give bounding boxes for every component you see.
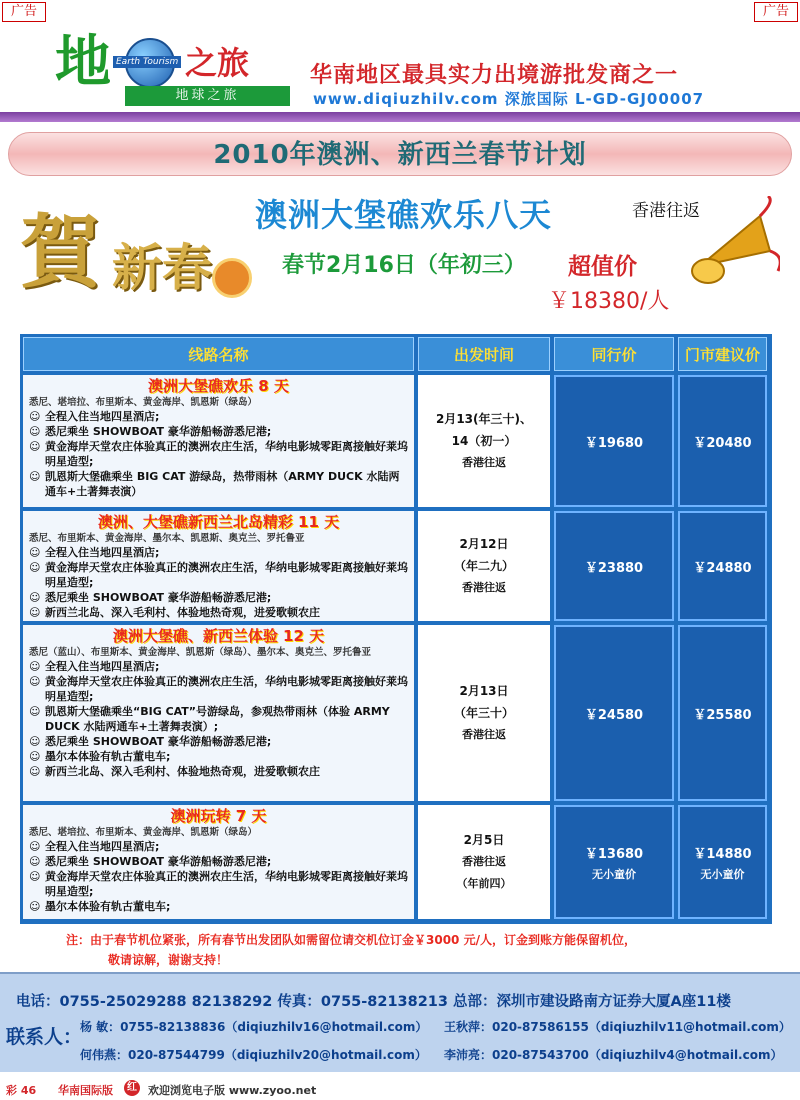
edition-label: 华南国际版 [58,1084,113,1097]
logo-subtitle: 地球之旅 [125,86,290,106]
list-item: ☺ 墨尔本体验有轨古董电车; [29,900,171,913]
ad-tag-right: 广告 [754,2,798,22]
header-route: 线路名称 [23,337,414,371]
page-footer [0,1078,800,1100]
list-item: ☺ 凯恩斯大堡礁乘坐“BIG CAT”号游绿岛，参观热带雨林（体验 ARMY DUCK 水陆两通车+土著舞表演）; [29,705,390,733]
party-horn-icon [690,196,780,296]
smiley-icon: ☺ [29,660,41,673]
route-cell [23,375,414,507]
greeting-xinchun: 新春 [112,238,212,297]
retail-price-cell: ￥24880 [678,511,767,621]
route-cell [23,805,414,919]
list-item: ☺ 全程入住当地四星酒店; [29,546,160,559]
route-cell [23,511,414,621]
smiley-icon: ☺ [29,440,41,453]
route-title: 澳洲大堡礁、新西兰体验 12 天 [112,627,325,645]
ad-tag-left: 广告 [2,2,46,22]
table-row [23,805,769,919]
route-title: 澳洲大堡礁欢乐 8 天 [148,377,289,395]
table-row [23,511,769,621]
route-cities: 悉尼、堪培拉、布里斯本、黄金海岸、凯恩斯（绿岛） [29,827,258,838]
header-divider [0,112,800,122]
smiley-icon: ☺ [29,735,41,748]
featured-tour-deal: 超值价 [568,253,637,280]
list-item: ☺ 全程入住当地四星酒店; [29,660,160,673]
list-item: ☺ 全程入住当地四星酒店; [29,410,160,423]
contact-person: 李沛亮：020-87543700（diqiuzhilv4@hotmail.com） [444,1048,783,1062]
company-slogan: 华南地区最具实力出境游批发商之一 [310,63,679,88]
logo-globe-text: Earth Tourism [113,56,181,68]
table-row [23,625,769,801]
booking-note: 注：由于春节机位紧张，所有春节出发团队如需留位请交机位订金￥3000 元/人，订金到账方能保留机位， 敬请谅解，谢谢支持！ [66,933,636,967]
smiley-icon: ☺ [29,705,41,718]
list-item: ☺ 黄金海岸天堂农庄体验真正的澳洲农庄生活，华纳电影城零距离接触好莱坞明星造型; [29,561,408,589]
route-cell [23,625,414,801]
smiley-icon: ☺ [29,591,41,604]
departure-cell: 2月13日 （年三十） 香港往返 [418,625,550,801]
route-title: 澳洲玩转 7 天 [170,807,267,825]
smiley-icon: ☺ [29,750,41,763]
contact-person: 何伟燕：020-87544799（diqiuzhilv20@hotmail.com） [80,1048,427,1062]
retail-price-cell: ￥20480 [678,375,767,507]
smiley-icon: ☺ [29,470,41,483]
list-item: ☺ 黄金海岸天堂农庄体验真正的澳洲农庄生活，华纳电影城零距离接触好莱坞明星造型; [29,440,408,468]
route-title: 澳洲、大堡礁新西兰北岛精彩 11 天 [97,513,340,531]
list-item: ☺ 悉尼乘坐 SHOWBOAT 豪华游船畅游悉尼港; [29,855,272,868]
smiley-icon: ☺ [29,561,41,574]
departure-cell: 2月5日 香港往返 （年前四） [418,805,550,919]
trade-price-cell: ￥24580 [554,625,674,801]
header [0,24,800,110]
list-item: ☺ 悉尼乘坐 SHOWBOAT 豪华游船畅游悉尼港; [29,591,272,604]
featured-tour-title: 澳洲大堡礁欢乐八天 [255,196,553,234]
globe-icon [116,38,179,88]
smiley-icon: ☺ [29,675,41,688]
list-item: ☺ 全程入住当地四星酒店; [29,840,160,853]
list-item: ☺ 黄金海岸天堂农庄体验真正的澳洲农庄生活，华纳电影城零距离接触好莱坞明星造型; [29,870,408,898]
smiley-icon: ☺ [29,840,41,853]
contact-person: 杨 敏：0755-82138836（diqiuzhilv16@hotmail.com） [80,1020,428,1034]
featured-tour-return: 香港往返 [632,201,700,221]
smiley-icon: ☺ [29,410,41,423]
list-item: ☺ 墨尔本体验有轨古董电车; [29,750,171,763]
list-item: ☺ 新西兰北岛、深入毛利村、体验地热奇观，进爱歌顿农庄 [29,765,320,778]
logo-character: 地 [55,29,111,95]
trade-price-cell: ￥23880 [554,511,674,621]
header-departure: 出发时间 [418,337,550,371]
departure-cell: 2月13(年三十)、 14（初一） 香港往返 [418,375,550,507]
route-cities: 悉尼、布里斯本、黄金海岸、墨尔本、凯恩斯、奥克兰、罗托鲁亚 [29,533,305,544]
plan-title: 2010年澳洲、新西兰春节计划 [8,132,792,176]
smiley-icon: ☺ [29,870,41,883]
flower-icon [212,258,252,298]
logo-zhilv: 之旅 [185,44,250,82]
contact-section [0,972,800,1072]
smiley-icon: ☺ [29,855,41,868]
smiley-icon: ☺ [29,606,41,619]
greeting-he: 賀 [20,205,100,299]
tour-table [20,334,772,924]
list-item: ☺ 悉尼乘坐 SHOWBOAT 豪华游船畅游悉尼港; [29,735,272,748]
page-number: 彩 46 [6,1084,37,1097]
new-year-greeting [12,188,262,328]
smiley-icon: ☺ [29,765,41,778]
smiley-icon: ☺ [29,546,41,559]
route-cities: 悉尼、堪培拉、布里斯本、黄金海岸、凯恩斯（绿岛） [29,397,258,408]
footer-url[interactable]: 欢迎浏览电子版 www.zyoo.net [148,1084,317,1097]
retail-price-cell: ￥25580 [678,625,767,801]
table-row [23,375,769,507]
list-item: ☺ 黄金海岸天堂农庄体验真正的澳洲农庄生活，华纳电影城零距离接触好莱坞明星造型; [29,675,408,703]
smiley-icon: ☺ [29,425,41,438]
contact-person: 王秋萍：020-87586155（diqiuzhilv11@hotmail.com） [444,1020,791,1034]
featured-tour-price: ￥18380/人 [548,289,670,314]
list-item: ☺ 凯恩斯大堡礁乘坐 BIG CAT 游绿岛，热带雨林（ARMY DUCK 水陆两通车+土著舞表演） [29,470,400,498]
trade-price-cell: ￥19680 [554,375,674,507]
trade-price-cell: ￥13680 无小童价 [554,805,674,919]
earth-tourism-logo [55,30,290,108]
retail-price-cell: ￥14880 无小童价 [678,805,767,919]
list-item: ☺ 悉尼乘坐 SHOWBOAT 豪华游船畅游悉尼港; [29,425,272,438]
contact-phone-fax-address: 电话：0755-25029288 82138292 传真：0755-82138213 总部：深圳市建设路南方证券大厦A座11楼 [16,994,731,1010]
edition-badge: 红 [124,1080,140,1096]
company-website: www.diqiuzhilv.com 深旅国际 L-GD-GJ00007 [313,90,705,108]
departure-cell: 2月12日 （年二九） 香港往返 [418,511,550,621]
header-trade-price: 同行价 [554,337,674,371]
route-cities: 悉尼（蓝山）、布里斯本、黄金海岸、凯恩斯（绿岛）、墨尔本、奥克兰、罗托鲁亚 [29,647,372,658]
header-retail-price: 门市建议价 [678,337,767,371]
list-item: ☺ 新西兰北岛、深入毛利村、体验地热奇观，进爱歌顿农庄 [29,606,320,619]
smiley-icon: ☺ [29,900,41,913]
table-header [23,337,769,371]
contact-label: 联系人： [6,1026,83,1048]
featured-tour-date: 春节2月16日（年初三） [282,253,526,278]
